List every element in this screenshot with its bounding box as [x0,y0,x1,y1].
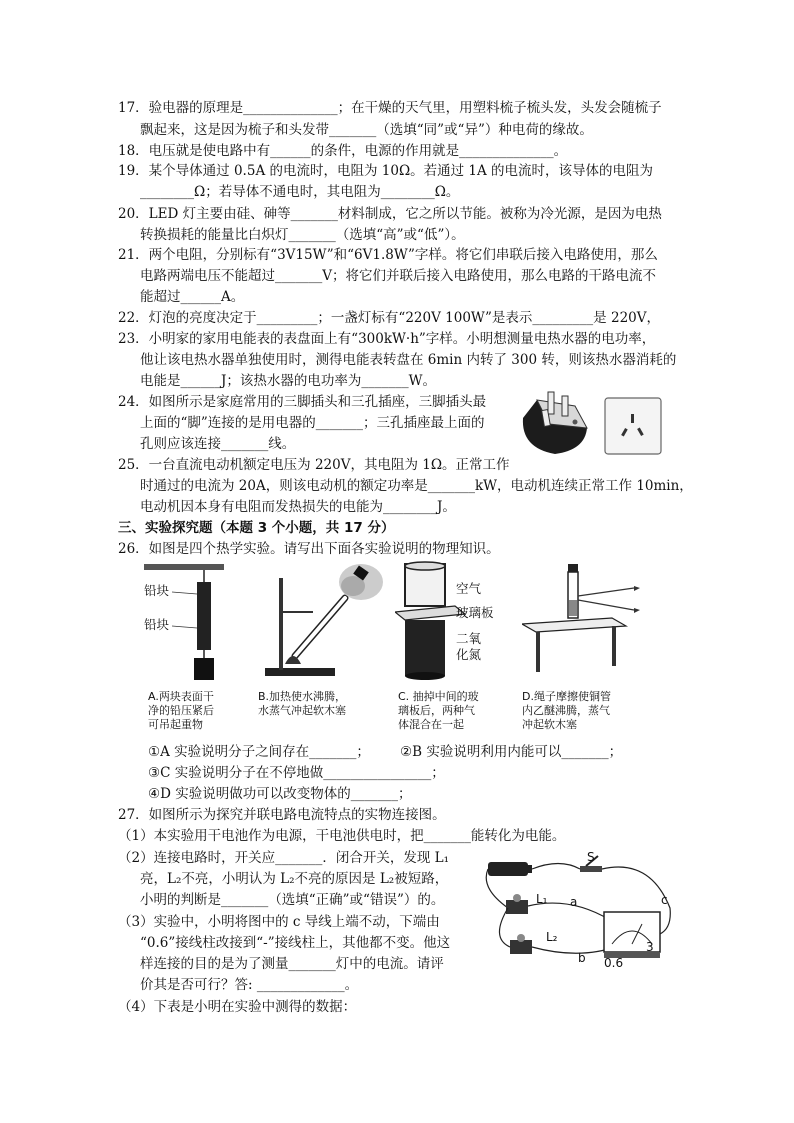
three-hole-socket-icon [605,398,661,454]
figure-d-caption-2: 内乙醚沸腾，蒸气 [522,704,610,717]
bulb-l1-icon [506,900,528,914]
question-27-part3-line3: 样连接的目的是为了测量_______灯中的电流。请评 [140,956,444,972]
question-23-line2: 他让该电热水器单独使用时，测得电能表转盘在 6min 内转了 300 转，则该热水器消耗的 [140,352,677,368]
circuit-label-a: a [570,895,578,909]
question-24-line2: 上面的“脚”连接的是用电器的_______；三孔插座最上面的 [140,415,485,431]
figure-c-label-glass: 玻璃板 [456,605,494,620]
figure-c-label-gas-2: 化氮 [456,647,482,662]
circuit-label-l2: L₂ [546,930,558,944]
figure-a-caption-2: 净的铅压紧后 [148,704,214,717]
circuit-label-switch: S [587,850,595,864]
question-22: 22．灯泡的亮度决定于_________；一盏灯标有“220V 100W”是表示_________是 220V， [118,310,660,326]
circuit-label-3: 3 [646,940,654,954]
circuit-label-c: c [661,893,668,907]
circuit-label-b: b [578,951,586,965]
question-27-part2-line3: 小明的判断是_______（选填“正确”或“错误”）的。 [140,892,445,908]
three-pin-plug-icon [523,392,587,454]
figure-d-caption-3: 冲起软木塞 [522,718,577,731]
question-21-line1: 21．两个电阻，分别标有“3V15W”和“6V1.8W”字样。将它们串联后接入电路使用，那么 [118,247,658,263]
figure-a-caption-3: 可吊起重物 [148,718,203,731]
question-27-part3-line2: “0.6”接线柱改接到“-”接线柱上，其他都不变。他这 [140,935,451,951]
figure-d-friction-tube [522,560,644,686]
question-17-line2: 飘起来，这是因为梳子和头发带_______（选填“同”或“异”）种电荷的缘故。 [140,122,593,138]
question-26-answer-a: ①A 实验说明分子之间存在_______； [148,744,370,760]
question-18: 18．电压就是使电路中有______的条件，电源的作用就是______________。 [118,143,568,159]
section-3-heading: 三、实验探究题（本题 3 个小题，共 17 分） [118,520,395,536]
question-27-part2-line1: （2）连接电路时，开关应_______．闭合开关，发现 L₁ [118,850,450,866]
question-25-line2: 时通过的电流为 20A，则该电动机的额定功率是_______kW，电动机连续正常工作 10min， [140,478,693,494]
question-17-line1: 17．验电器的原理是______________；在干燥的天气里，用塑料梳子梳头发，头发会随梳子 [118,100,662,116]
question-19-line2: ________Ω；若导体不通电时，其电阻为________Ω。 [140,184,460,200]
switch-icon [580,866,602,872]
figure-b-boiling-tube [255,560,390,686]
circuit-label-l1: L₁ [536,892,548,906]
figure-c-gas-jars [395,560,465,686]
figure-b-caption-1: B.加热使水沸腾， [258,690,347,703]
question-24-line3: 孔则应该连接_______线。 [140,436,296,452]
figure-c-caption-2: 璃板后，两种气 [398,704,475,717]
figure-a-caption-1: A.两块表面干 [148,690,214,703]
plug-socket-figure [515,388,665,460]
question-25-line1: 25．一台直流电动机额定电压为 220V，其电阻为 1Ω。正常工作 [118,457,510,473]
figure-c-caption-1: C. 抽掉中间的玻 [398,690,479,703]
question-21-line2: 电路两端电压不能超过_______V；将它们并联后接入电路使用，那么电路的干路电流不 [140,268,656,284]
question-20-line1: 20．LED 灯主要由硅、砷等_______材料制成，它之所以节能。被称为冷光源，是因为电热 [118,206,662,222]
question-27-intro: 27．如图所示为探究并联电路电流特点的实物连接图。 [118,807,446,823]
circuit-label-0-6: 0.6 [604,956,624,970]
figure-c-label-gas-1: 二氧 [456,631,482,646]
question-26-answer-d: ④D 实验说明做功可以改变物体的_______； [148,786,412,802]
figure-c-label-air: 空气 [456,581,482,596]
question-27-part4: （4）下表是小明在实验中测得的数据： [118,999,357,1015]
question-27-part2-line2: 亮，L₂不亮，小明认为 L₂不亮的原因是 L₂被短路， [140,871,449,887]
question-20-line2: 转换损耗的能量比白炽灯_______（选填“高”或“低”）。 [140,227,465,243]
question-25-line3: 电动机因本身有电阻而发热损失的电能为________J。 [140,499,456,515]
question-21-line3: 能超过______A。 [140,289,245,305]
battery-icon [488,862,528,876]
question-19-line1: 19．某个导体通过 0.5A 的电流时，电阻为 10Ω。若通过 1A 的电流时，该导体的电阻为 [118,163,654,179]
question-26-intro: 26．如图是四个热学实验。请写出下面各实验说明的物理知识。 [118,541,500,557]
figure-d-caption-1: D.绳子摩擦使铜管 [522,690,611,703]
question-23-line3: 电能是______J；该热水器的电功率为_______W。 [140,373,437,389]
question-27-part1: （1）本实验用干电池作为电源，干电池供电时，把_______能转化为电能。 [118,828,566,844]
question-23-line1: 23．小明家的家用电能表的表盘面上有“300kW·h”字样。小明想测量电热水器的电功率， [118,331,656,347]
question-26-answer-c: ③C 实验说明分子在不停地做________________； [148,765,445,781]
figure-b-caption-2: 水蒸气冲起软木塞 [258,704,346,717]
bulb-l2-icon [510,940,532,954]
figure-c-caption-3: 体混合在一起 [398,718,464,731]
question-26-answer-b: ②B 实验说明利用内能可以_______； [400,744,623,760]
figure-a-label-lead-top: 铅块 [144,583,170,598]
question-24-line1: 24．如图所示是家庭常用的三脚插头和三孔插座，三脚插头最 [118,394,487,410]
question-27-part3-line4: 价其是否可行？答: _____________。 [140,977,359,993]
question-27-part3-line1: （3）实验中，小明将图中的 c 导线上端不动，下端由 [118,914,440,930]
figure-a-label-lead-bottom: 铅块 [144,617,170,632]
